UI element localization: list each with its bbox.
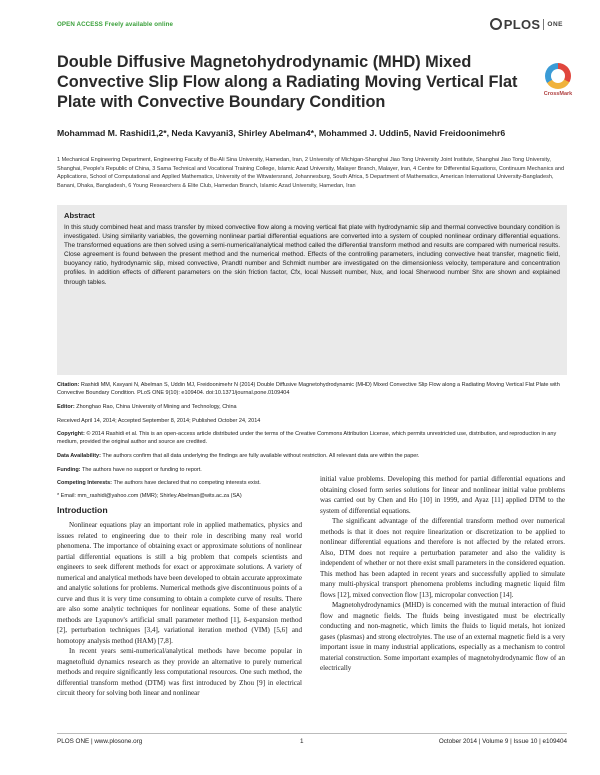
funding xyxy=(57,466,567,474)
abstract-heading: Abstract xyxy=(64,211,95,220)
plos-wordmark: PLOS xyxy=(503,16,541,32)
footer-issue: October 2014 | Volume 9 | Issue 10 | e109404 xyxy=(438,738,567,745)
availability-label: Data Availability: xyxy=(57,453,101,459)
paragraph: Nonlinear equations play an important role in applied mathematics, physics and issues related to engineering due to their role in describing many real world phenomena. The importance of obtaining exact or approximate solutions of nonlinear partial differential equations is still a big problem that compels scientists and engineers to seek different methods for exact or approximate solutions. A variety of numerical and analytical methods have been developed to obtain accurate approximate and analytic solutions for problems. Numerical methods give discontinuous points of a curve and thus it is very time consuming to obtain a complete curve of results. There are also some analytic techniques for nonlinear equations. Some of these analytic methods are Lyapunov's artificial small parameter method [1], δ-expansion method [2], perturbation techniques [3,4], variational iteration method (VIM) [5,6] and homotopy analysis method (HAM) [7,8]. xyxy=(57,521,302,645)
abstract-box xyxy=(57,205,567,375)
logo-divider xyxy=(543,19,544,30)
right-column xyxy=(320,474,565,674)
availability-text: The authors confirm that all data underlying the findings are fully available without restriction. All relevant data are within the paper. xyxy=(102,453,420,459)
editor-text: Zhonghao Rao, China University of Mining and Technology, China xyxy=(76,404,237,410)
author-list: Mohammad M. Rashidi1,2*, Neda Kavyani3, Shirley Abelman4*, Mohammed J. Uddin5, Navid Freidoonimehr6 xyxy=(57,128,506,138)
competing-label: Competing Interests: xyxy=(57,480,113,486)
funding-text: The authors have no support or funding to report. xyxy=(81,467,202,473)
paragraph: In recent years semi-numerical/analytical methods have become popular in magnetofluid dynamics research as they provide an alternative to purely numerical methods and require significantly less computational resources. One such method, the differential transform method (DTM) was first introduced by Zhou [9] in electrical circuit theory for solving both linear and nonlinear xyxy=(57,647,302,697)
editor xyxy=(57,403,567,411)
plos-one-logo[interactable] xyxy=(490,16,563,32)
crossmark-badge[interactable] xyxy=(540,63,576,97)
left-column xyxy=(57,520,302,699)
citation-label: Citation: xyxy=(57,382,80,388)
funding-label: Funding: xyxy=(57,467,81,473)
data-availability xyxy=(57,452,567,460)
introduction-heading: Introduction xyxy=(57,505,108,515)
page-number: 1 xyxy=(300,738,304,745)
copyright xyxy=(57,430,567,446)
paragraph: The significant advantage of the differential transform method over numerical methods is that it does not require linearization or discretization to be applied to nonlinear differential equations and therefore is not affected by the related errors. Also, DTM does not require a perturbation parameter and also the validity is independent of whether or not there exist small parameters in the considered equation. This method has been adapted in recent years and successfully applied to simulate many multi-physical transport phenomena problems including magnetic liquid film flows [12], mixed convection flow [13], micropolar convection [14]. xyxy=(320,517,565,599)
citation xyxy=(57,381,567,397)
citation-text: Rashidi MM, Kavyani N, Abelman S, Uddin MJ, Freidoonimehr N (2014) Double Diffusive Magnetohydrodynamic (MHD) Mixed Convective Slip Flow along a Radiating Moving Vertical Flat Plate with Convective Boundary Condition. PLoS ONE 9(10): e109404. doi:10.1371/journal.pone.0109404 xyxy=(57,382,560,396)
copyright-text: © 2014 Rashidi et al. This is an open-access article distributed under the terms of the Creative Commons Attribution License, which permits unrestricted use, distribution, and reproduction in any medium, provided the original author and source are credited. xyxy=(57,431,557,445)
crossmark-label: CrossMark xyxy=(543,91,573,97)
footer-rule xyxy=(57,733,567,734)
email-text: * Email: mm_rashidi@yahoo.com (MMR); Shirley.Abelman@wits.ac.za (SA) xyxy=(57,493,242,499)
editor-label: Editor: xyxy=(57,404,75,410)
journal-header xyxy=(57,14,563,36)
paragraph: Magnetohydrodynamics (MHD) is concerned with the mutual interaction of fluid flow and magnetic fields. The fluids being investigated must be electrically conducting and non-magnetic, which limits the fluids to liquid metals, hot ionized gases (plasmas) and strong electrolytes. The use of an external magnetic field is a very important issue in many industrial applications, especially as a mechanism to control material construction. Some important examples of magnetohydrodynamic flow of an electrically xyxy=(320,601,565,672)
paper-title: Double Diffusive Magnetohydrodynamic (MHD) Mixed Convective Slip Flow along a Radiating Moving Vertical Flat Plate with Convective Boundary Condition xyxy=(57,53,518,111)
open-access-label: OPEN ACCESS Freely available online xyxy=(57,21,174,28)
copyright-label: Copyright: xyxy=(57,431,85,437)
paragraph: initial value problems. Developing this method for partial differential equations and obtaining closed form series solutions for linear and nonlinear initial value problems was carried out by Chen and Ho [10] in 1999, and Ayaz [11] applied DTM to the system of differential equations. xyxy=(320,475,565,515)
competing-text: The authors have declared that no competing interests exist. xyxy=(113,480,261,486)
dates: Received April 14, 2014; Accepted September 8, 2014; Published October 24, 2014 xyxy=(57,418,261,424)
affiliations: 1 Mechanical Engineering Department, Engineering Faculty of Bu-Ali Sina University, Hamedan, Iran, 2 University of Michigan-Shanghai Jiao Tong University Joint Institute, Shanghai Jiao Tong University, Shanghai, People's Republic of China, 3 Sama Technical and Vocational Training College, Islamic Azad University, Malayer Branch, Malayer, Iran, 4 Centre for Differential Equations, Continuum Mechanics and Applications, School of Computational and Applied Mathematics, University of the Witwatersrand, Johannesburg, South Africa, 5 Department of Mathematics, American International University-Bangladesh, Banani, Dhaka, Bangladesh, 6 Young Researchers & Elite Club, Hamedan Branch, Islamic Azad University, Hamedan, Iran xyxy=(57,157,565,190)
abstract-text: In this study combined heat and mass transfer by mixed convective flow along a moving vertical flat plate with hydrodynamic slip and thermal convective boundary condition is investigated. Using similarity variables, the governing nonlinear partial differential equations are converted into a system of coupled nonlinear ordinary differential equations. The transformed equations are then solved using a semi-numerical/analytical method called the differential transform method and results are compared with numerical results. Close agreement is found between the present method and the numerical method. Effects of the controlling parameters, including convective heat transfer, magnetic field, buoyancy ratio, hydrodynamic slip, mixed convective, Prandtl number and Schmidt number are investigated on the dimensionless velocity, temperature and concentration profiles. In addition effects of different parameters on the skin friction factor, Cfx, local Nusselt number, Nux, and local Sherwood number Shx are shown and explained through tables. xyxy=(64,224,560,286)
footer-journal[interactable]: PLOS ONE | www.plosone.org xyxy=(57,738,143,745)
one-wordmark: ONE xyxy=(547,20,563,28)
plos-logo-icon xyxy=(490,18,502,30)
crossmark-icon xyxy=(545,63,571,89)
